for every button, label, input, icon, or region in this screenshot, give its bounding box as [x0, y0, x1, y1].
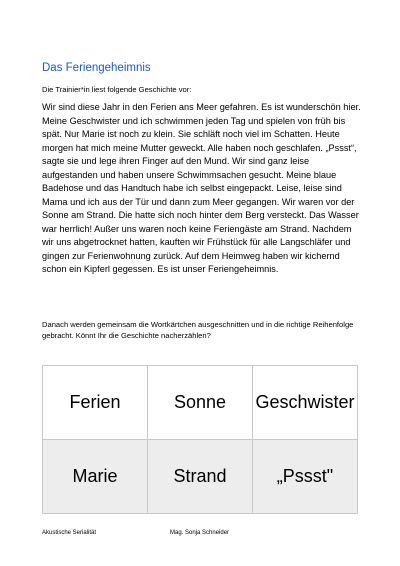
page-title: Das Feriengeheimnis: [42, 62, 151, 74]
word-card: Strand: [148, 440, 253, 514]
word-card: Geschwister: [253, 366, 358, 440]
word-cards-row: [43, 366, 358, 440]
story-text: Wir sind diese Jahr in den Ferien ans Meer gefahren. Es ist wunderschön hier. Meine Geschwister und ich schwimmen jeden Tag und spielen von früh bis spät. Nur Marie ist noch zu klein. Sie schläft noch viel im Schatten. Heute morgen hat mich meine Mutter geweckt. Alle haben noch geschlafen. „Pssst“, sagte sie und lege ihren Finger auf den Mund. Wir sind ganz leise aufgestanden und haben unsere Schwimmsachen gesucht. Meine blaue Badehose und das Handtuch habe ich selbst eingepackt. Leise, leise sind Mama und ich aus der Tür und dann zum Meer gegangen. Wir waren vor der Sonne am Strand. Die hatte sich noch hinter dem Berg versteckt. Das Wasser war herrlich! Außer uns waren noch keine Feriengäste am Strand. Nachdem wir uns abgetrocknet hatten, kauften wir Frühstück für alle Langschläfer und gingen zur Ferienwohnung zurück. Auf dem Heimweg haben wir kichernd schon ein Kipferl gegessen. Es ist unser Feriengeheimnis.: [42, 102, 361, 274]
footer-author: Mag. Sonja Schneider: [170, 530, 230, 536]
instruction-text: Danach werden gemeinsam die Wortkärtchen ausgeschnitten und in die richtige Reihenfolge gebracht. Könnt Ihr die Geschichte nacherzählen?: [42, 320, 354, 340]
footer-course: Akustische Serialität: [42, 530, 97, 536]
word-cards-table: [42, 365, 358, 514]
intro-text: Die Trainier*in liest folgende Geschichte vor:: [42, 85, 192, 94]
word-cards-row: [43, 440, 358, 514]
word-card: Ferien: [43, 366, 148, 440]
word-card: Sonne: [148, 366, 253, 440]
word-card: „Pssst": [253, 440, 358, 514]
word-card: Marie: [43, 440, 148, 514]
